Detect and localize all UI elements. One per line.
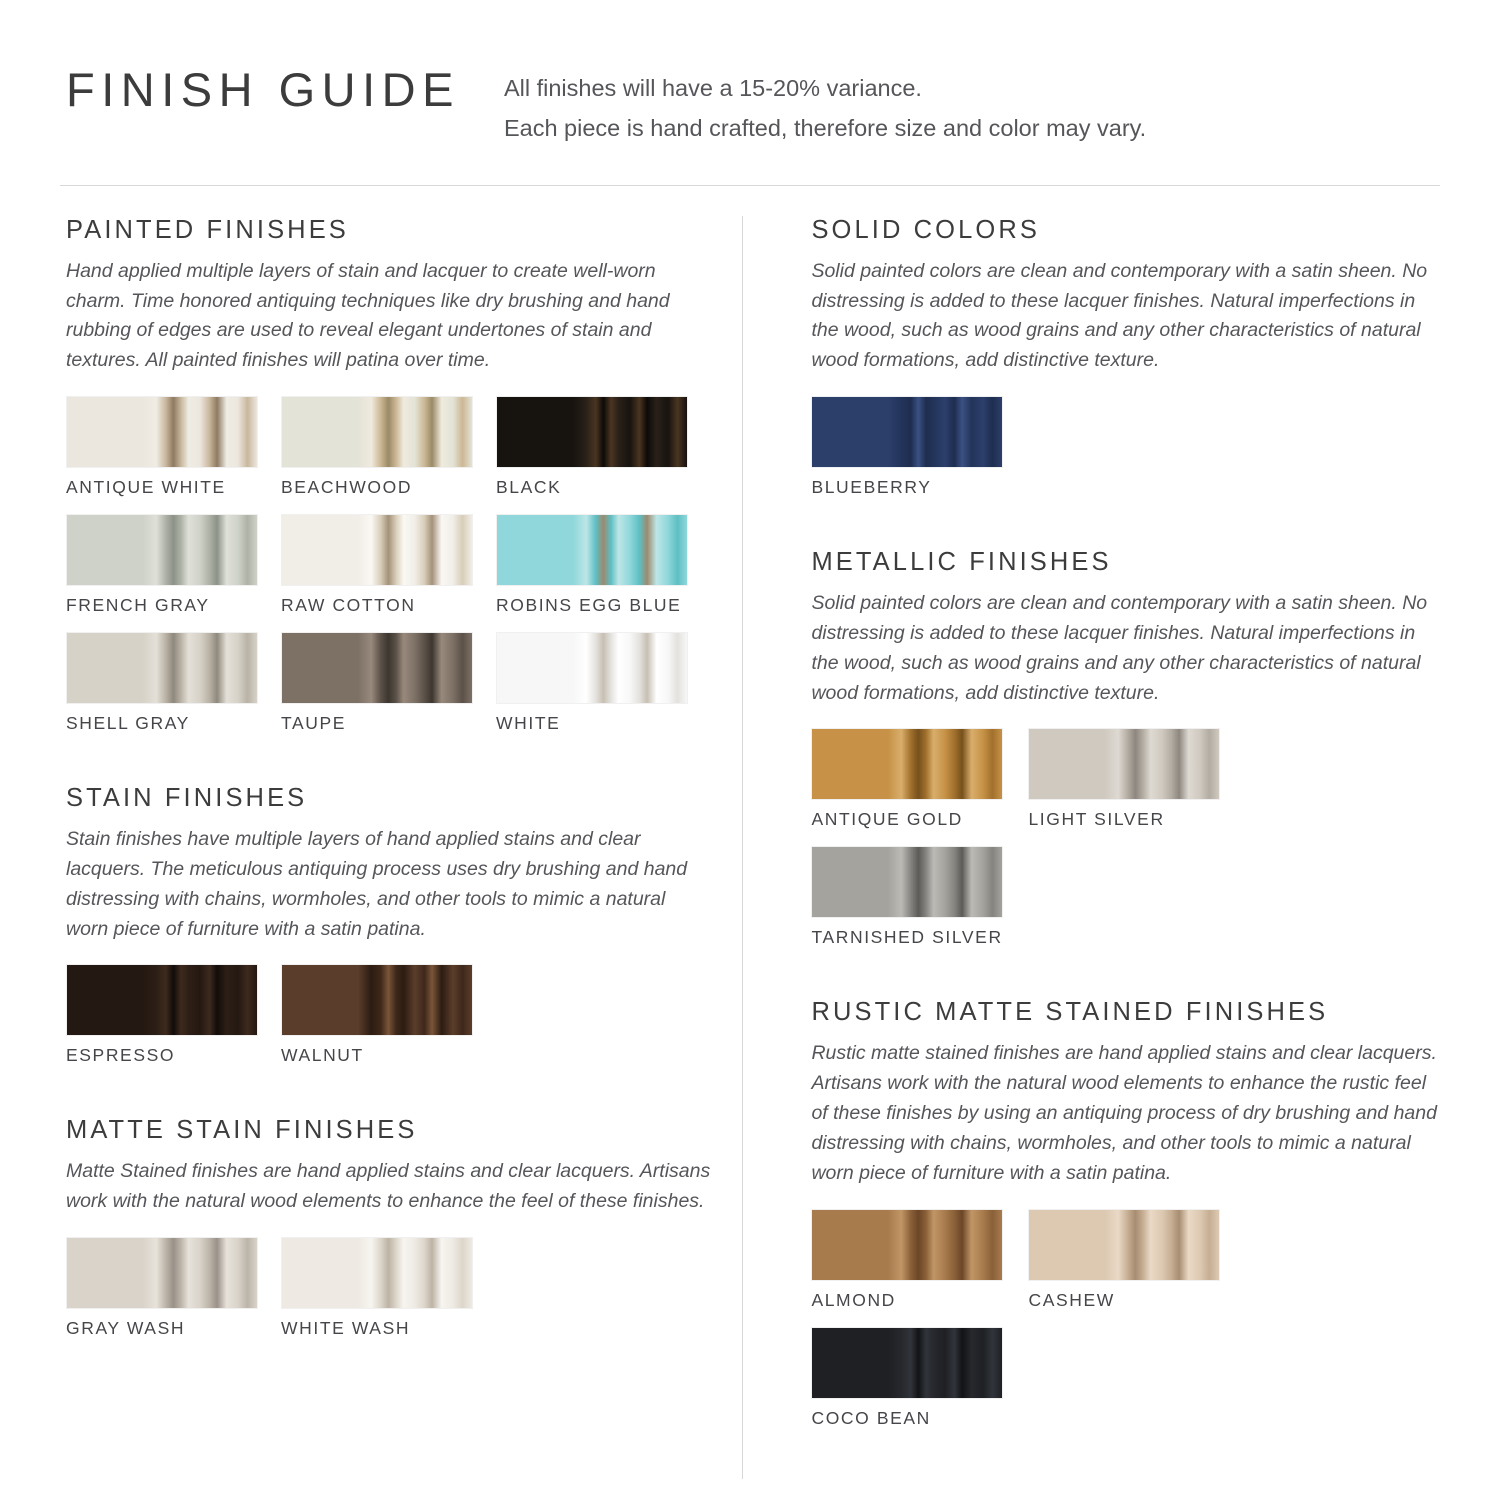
wood-grain-texture: [812, 1210, 1002, 1280]
finish-swatch-label: TARNISHED SILVER: [811, 927, 1003, 948]
finish-swatch[interactable]: [281, 396, 473, 498]
finish-section: [66, 216, 712, 780]
finish-swatch-chip: [281, 964, 473, 1036]
section-spacer: [66, 750, 712, 780]
finish-swatch[interactable]: [811, 846, 1003, 948]
finish-swatch[interactable]: [66, 1237, 258, 1339]
left-column: [60, 216, 742, 1479]
finish-swatch[interactable]: [811, 1327, 1003, 1429]
wood-grain-texture: [1029, 1210, 1219, 1280]
finish-swatch-label: BLACK: [496, 477, 562, 498]
section-spacer: [811, 1445, 1440, 1475]
wood-grain-texture: [282, 1238, 472, 1308]
section-title: STAIN FINISHES: [66, 784, 308, 813]
section-description: Hand applied multiple layers of stain and lacquer to create well-worn charm. Time honored antiquing techniques like dry brushing and hand rubbing of edges are used to reveal elegant undertones of stain and textures. All painted finishes will patina over time.: [66, 259, 670, 372]
finish-swatch-chip: [496, 396, 688, 468]
content-columns: [60, 216, 1440, 1479]
section-spacer: [66, 1355, 712, 1385]
page-subtitle: [504, 58, 1146, 149]
finish-swatch[interactable]: [496, 514, 688, 616]
finish-swatch-chip: [811, 1209, 1003, 1281]
finish-swatch[interactable]: [281, 632, 473, 734]
swatch-grid: [811, 728, 1440, 964]
finish-swatch-chip: [66, 964, 258, 1036]
finish-swatch-chip: [281, 396, 473, 468]
finish-swatch-chip: [281, 1237, 473, 1309]
finish-swatch-chip: [811, 728, 1003, 800]
wood-grain-texture: [1029, 729, 1219, 799]
finish-swatch-label: ANTIQUE GOLD: [811, 809, 963, 830]
finish-swatch-chip: [1028, 728, 1220, 800]
finish-swatch-label: WALNUT: [281, 1045, 364, 1066]
wood-grain-texture: [67, 397, 257, 467]
swatch-grid: [66, 396, 712, 750]
finish-swatch-chip: [281, 632, 473, 704]
header-divider: [60, 185, 1440, 186]
swatch-grid: [66, 1237, 712, 1355]
subtitle-line-1: All finishes will have a 15-20% variance.: [503, 75, 922, 101]
wood-grain-texture: [812, 1328, 1002, 1398]
finish-swatch[interactable]: [811, 728, 1003, 830]
finish-swatch-chip: [281, 514, 473, 586]
finish-swatch-chip: [66, 514, 258, 586]
wood-grain-texture: [812, 397, 1002, 467]
finish-swatch[interactable]: [66, 514, 258, 616]
finish-swatch-chip: [1028, 1209, 1220, 1281]
wood-grain-texture: [67, 633, 257, 703]
finish-swatch[interactable]: [811, 396, 1003, 498]
wood-grain-texture: [67, 965, 257, 1035]
section-title: RUSTIC MATTE STAINED FINISHES: [811, 998, 1329, 1027]
section-spacer: [811, 514, 1440, 544]
finish-swatch-label: SHELL GRAY: [66, 713, 190, 734]
finish-swatch-label: LIGHT SILVER: [1028, 809, 1165, 830]
page-title: FINISH GUIDE: [66, 63, 460, 116]
wood-grain-texture: [67, 1238, 257, 1308]
finish-swatch[interactable]: [496, 396, 688, 498]
section-title: SOLID COLORS: [811, 215, 1040, 244]
swatch-grid: [811, 1209, 1440, 1445]
finish-swatch-label: ANTIQUE WHITE: [66, 477, 226, 498]
wood-grain-texture: [67, 515, 257, 585]
finish-swatch-label: RAW COTTON: [281, 595, 416, 616]
section-title: MATTE STAIN FINISHES: [66, 1116, 418, 1145]
section-description: Matte Stained finishes are hand applied stains and clear lacquers. Artisans work with the natural wood elements to enhance the feel of these finishes.: [66, 1160, 711, 1213]
finish-swatch[interactable]: [281, 1237, 473, 1339]
section-title: METALLIC FINISHES: [811, 548, 1112, 577]
finish-swatch[interactable]: [1028, 1209, 1220, 1311]
finish-swatch-label: WHITE WASH: [281, 1318, 411, 1339]
finish-swatch[interactable]: [496, 632, 688, 734]
finish-swatch[interactable]: [1028, 728, 1220, 830]
finish-section: [66, 1116, 712, 1385]
finish-swatch[interactable]: [281, 964, 473, 1066]
wood-grain-texture: [282, 965, 472, 1035]
finish-section: [811, 216, 1440, 544]
finish-swatch-chip: [496, 514, 688, 586]
finish-section: [66, 784, 712, 1112]
finish-swatch[interactable]: [66, 964, 258, 1066]
finish-swatch-label: ALMOND: [811, 1289, 896, 1310]
wood-grain-texture: [812, 729, 1002, 799]
finish-swatch-label: BEACHWOOD: [281, 477, 413, 498]
wood-grain-texture: [497, 633, 687, 703]
swatch-grid: [66, 964, 712, 1082]
section-description: Stain finishes have multiple layers of hand applied stains and clear lacquers. The meticulous antiquing process uses dry brushing and hand distressing with chains, wormholes, and other tools to mimic a natural worn piece of furniture with a satin patina.: [66, 828, 688, 940]
finish-swatch[interactable]: [66, 396, 258, 498]
subtitle-line-2: Each piece is hand crafted, therefore size and color may vary.: [503, 115, 1147, 142]
finish-swatch-label: BLUEBERRY: [811, 477, 932, 498]
swatch-grid: [811, 396, 1440, 514]
section-title: PAINTED FINISHES: [66, 215, 349, 244]
finish-swatch[interactable]: [281, 514, 473, 616]
finish-swatch-label: ESPRESSO: [66, 1045, 176, 1066]
wood-grain-texture: [282, 397, 472, 467]
section-description: Solid painted colors are clean and contemporary with a satin sheen. No distressing is added to these lacquer finishes. Natural imperfections in the wood, such as wood grains and any other characteristics of natural wood formations, add distinctive texture.: [811, 592, 1428, 704]
wood-grain-texture: [282, 515, 472, 585]
finish-swatch-label: CASHEW: [1028, 1289, 1115, 1310]
finish-swatch-chip: [811, 396, 1003, 468]
finish-swatch-chip: [811, 846, 1003, 918]
finish-swatch[interactable]: [811, 1209, 1003, 1311]
finish-swatch-label: COCO BEAN: [811, 1407, 931, 1428]
section-description: Rustic matte stained finishes are hand applied stains and clear lacquers. Artisans work with the natural wood elements to enhance the rustic feel of these finishes by using an antiquing process of dry brushing and hand distressing with chains, wormholes, and other tools to mimic a natural worn piece of furniture with a satin patina.: [811, 1042, 1437, 1184]
finish-section: [811, 998, 1440, 1474]
finish-section: [811, 548, 1440, 994]
wood-grain-texture: [497, 515, 687, 585]
page-header: [60, 58, 1440, 149]
finish-swatch-chip: [66, 632, 258, 704]
wood-grain-texture: [282, 633, 472, 703]
section-spacer: [811, 964, 1440, 994]
wood-grain-texture: [497, 397, 687, 467]
finish-swatch-chip: [496, 632, 688, 704]
finish-swatch-chip: [811, 1327, 1003, 1399]
finish-swatch-label: GRAY WASH: [66, 1318, 186, 1339]
finish-swatch-label: WHITE: [496, 713, 561, 734]
finish-swatch-label: FRENCH GRAY: [66, 595, 210, 616]
finish-swatch[interactable]: [66, 632, 258, 734]
finish-swatch-label: TAUPE: [281, 713, 347, 734]
wood-grain-texture: [812, 847, 1002, 917]
right-column: [743, 216, 1440, 1479]
finish-swatch-chip: [66, 396, 258, 468]
finish-swatch-label: ROBINS EGG BLUE: [496, 595, 682, 616]
section-spacer: [66, 1082, 712, 1112]
section-description: Solid painted colors are clean and contemporary with a satin sheen. No distressing is added to these lacquer finishes. Natural imperfections in the wood, such as wood grains and any other characteristics of natural wood formations, add distinctive texture.: [811, 259, 1428, 372]
finish-swatch-chip: [66, 1237, 258, 1309]
